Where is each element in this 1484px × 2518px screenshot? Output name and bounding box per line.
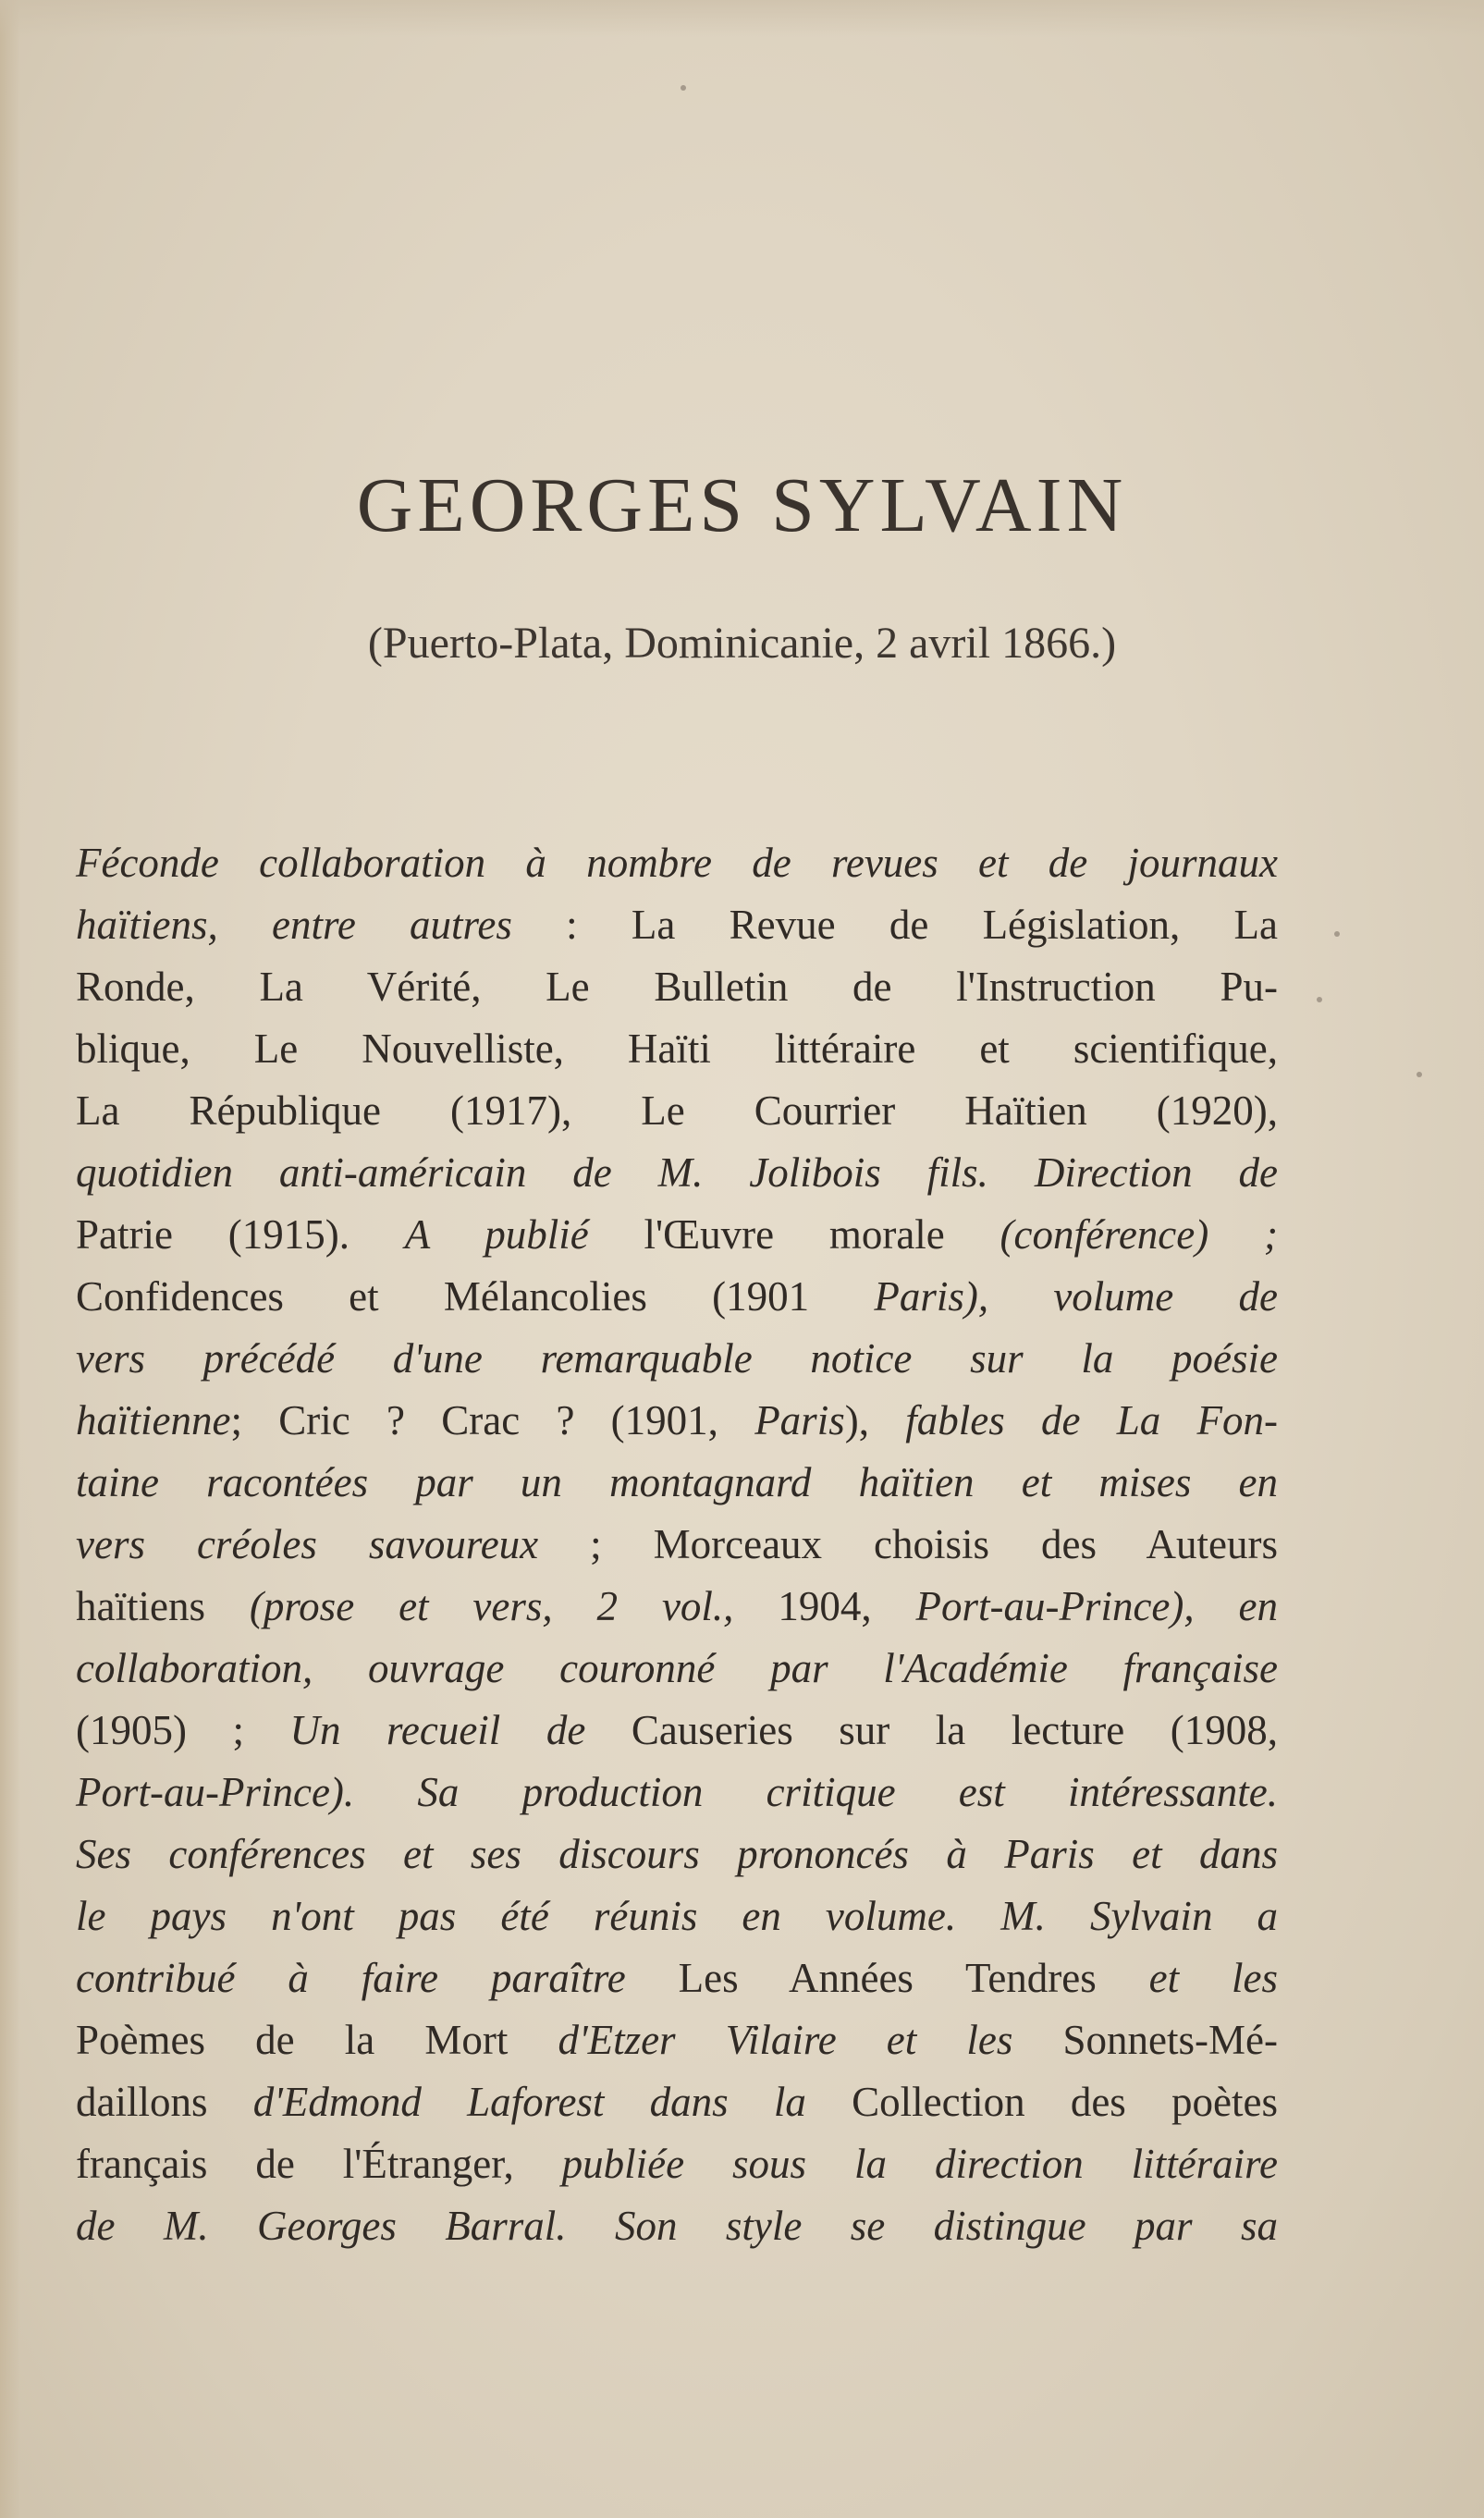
text-line <box>76 1142 1278 1204</box>
print-speck <box>1417 1072 1422 1077</box>
print-speck <box>1317 997 1322 1002</box>
italic-text: taine racontées par un montagnard haïtien et mises en <box>76 1459 1278 1505</box>
text-line <box>76 1762 1278 1824</box>
italic-text: fables de La Fon- <box>905 1397 1278 1443</box>
italic-text: Port-au-Prince), en <box>915 1583 1278 1629</box>
roman-text: blique, Le Nouvelliste, Haïti littéraire et scientifique, <box>76 1026 1278 1072</box>
text-line <box>76 1080 1278 1142</box>
italic-text: d'Edmond Laforest dans la <box>252 2079 806 2125</box>
text-line <box>76 2133 1278 2195</box>
roman-text: : La Revue de Législation, La <box>511 902 1278 948</box>
text-line <box>76 832 1278 894</box>
roman-text: français de l'Étranger, <box>76 2141 562 2187</box>
text-line <box>76 2009 1278 2071</box>
roman-text: Sonnets-Mé- <box>1012 2017 1278 2063</box>
italic-text: haïtienne <box>76 1397 231 1443</box>
italic-text: de M. Georges Barral. Son style se distingue par sa <box>76 2203 1278 2249</box>
italic-text: Ses conférences et ses discours prononcés à Paris et dans <box>76 1831 1278 1877</box>
text-line <box>76 894 1278 956</box>
italic-text: haïtiens, entre autres <box>76 902 512 948</box>
italic-text: le pays n'ont pas été réunis en volume. M. Sylvain a <box>76 1893 1278 1939</box>
italic-text: (conférence) ; <box>1000 1211 1278 1258</box>
biography-paragraph <box>76 832 1278 2257</box>
text-line <box>76 1328 1278 1390</box>
text-line <box>76 1885 1278 1947</box>
print-speck <box>681 85 686 91</box>
italic-text: A publié <box>404 1211 589 1258</box>
italic-text: Féconde collaboration à nombre de revues et de journaux <box>76 840 1278 886</box>
roman-text: Causeries sur la lecture (1908, <box>585 1707 1278 1753</box>
text-line <box>76 1824 1278 1885</box>
italic-text: Paris <box>754 1397 845 1443</box>
text-line <box>76 956 1278 1018</box>
text-line <box>76 1452 1278 1514</box>
text-line <box>76 2071 1278 2133</box>
roman-text: haïtiens <box>76 1583 250 1629</box>
page-title: GEORGES SYLVAIN <box>356 462 1128 548</box>
text-line <box>76 1638 1278 1700</box>
italic-text: Un recueil de <box>289 1707 586 1753</box>
text-line <box>76 1018 1278 1080</box>
roman-text: Confidences et Mélancolies (1901 <box>76 1273 875 1320</box>
italic-text: (prose et vers, 2 vol., <box>249 1583 734 1629</box>
roman-text: Les Années Tendres <box>625 1955 1149 2001</box>
roman-text: Poèmes de la Mort <box>76 2017 558 2063</box>
roman-text: Collection des poètes <box>805 2079 1279 2125</box>
print-speck <box>1334 931 1340 937</box>
text-line <box>76 1204 1278 1266</box>
italic-text: vers créoles savoureux <box>76 1521 539 1567</box>
italic-text: d'Etzer Vilaire et les <box>558 2017 1013 2063</box>
text-line <box>76 1947 1278 2009</box>
roman-text: Patrie (1915). <box>76 1211 405 1258</box>
roman-text: daillons <box>76 2079 253 2125</box>
text-line <box>76 2195 1278 2257</box>
birth-info: (Puerto-Plata, Dominicanie, 2 avril 1866.) <box>367 619 1117 668</box>
italic-text: contribué à faire paraître <box>76 1955 626 2001</box>
italic-text: publiée sous la direction littéraire <box>561 2141 1278 2187</box>
italic-text: vers précédé d'une remarquable notice sur la poésie <box>76 1335 1278 1382</box>
italic-text: Paris), volume de <box>874 1273 1278 1320</box>
roman-text: l'Œuvre morale <box>588 1211 1000 1258</box>
roman-text: ; Cric ? Crac ? (1901, <box>230 1397 755 1443</box>
roman-text: ), <box>844 1397 906 1443</box>
text-line <box>76 1514 1278 1576</box>
text-line <box>76 1576 1278 1638</box>
text-line <box>76 1700 1278 1762</box>
roman-text: Ronde, La Vérité, Le Bulletin de l'Instruction Pu- <box>76 964 1278 1010</box>
italic-text: et les <box>1148 1955 1278 2001</box>
roman-text: ; Morceaux choisis des Auteurs <box>538 1521 1278 1567</box>
italic-text: collaboration, ouvrage couronné par l'Académie française <box>76 1645 1278 1691</box>
italic-text: quotidien anti-américain de M. Jolibois fils. Direction de <box>76 1149 1278 1196</box>
text-line <box>76 1266 1278 1328</box>
roman-text: (1905) ; <box>76 1707 290 1753</box>
roman-text: 1904, <box>733 1583 916 1629</box>
text-line <box>76 1390 1278 1452</box>
roman-text: La République (1917), Le Courrier Haïtien (1920), <box>76 1087 1278 1134</box>
italic-text: Port-au-Prince). Sa production critique est intéressante. <box>76 1769 1278 1815</box>
